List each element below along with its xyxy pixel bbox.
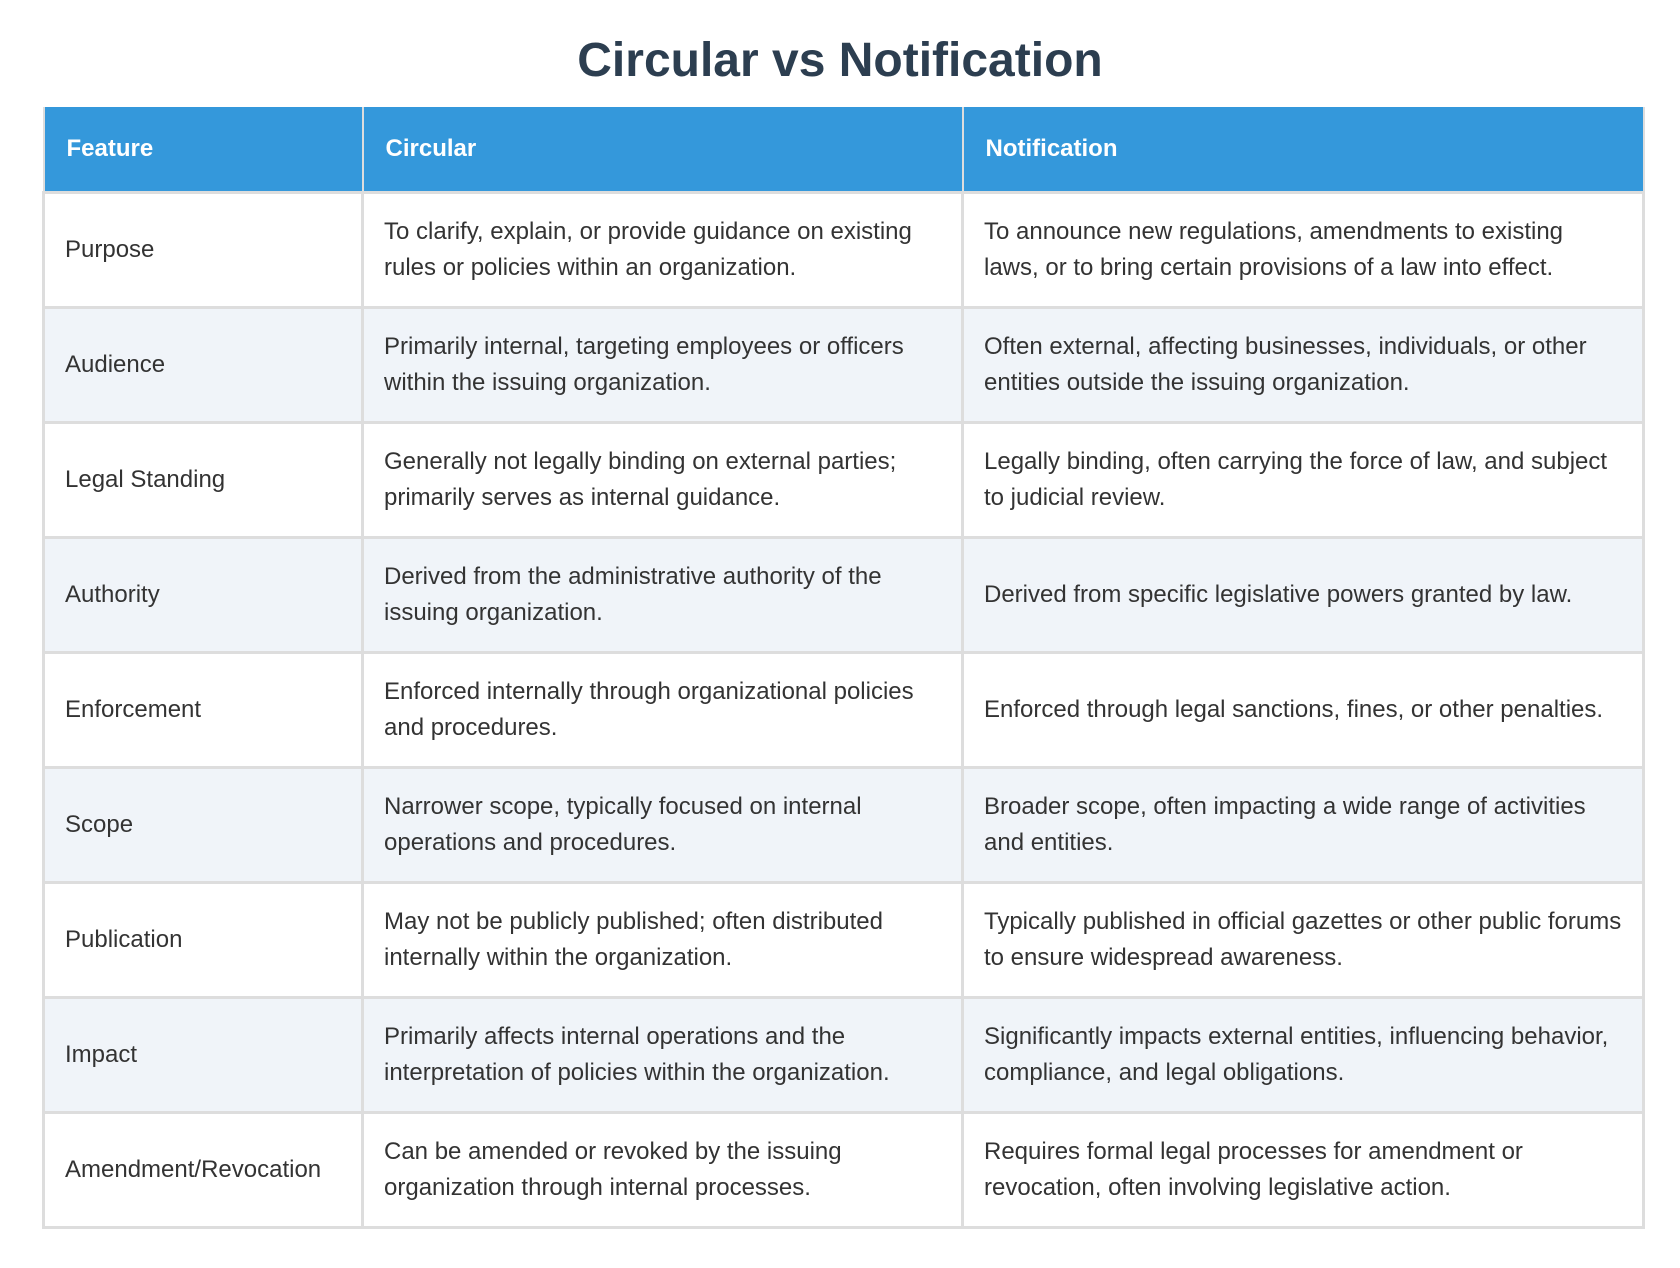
notification-cell: Significantly impacts external entities, influencing behavior, compliance, and legal obligations.	[963, 997, 1644, 1112]
notification-cell: Enforced through legal sanctions, fines, or other penalties.	[963, 652, 1644, 767]
feature-cell: Purpose	[44, 192, 363, 307]
feature-cell: Enforcement	[44, 652, 363, 767]
header-circular: Circular	[363, 107, 963, 192]
notification-cell: Legally binding, often carrying the force of law, and subject to judicial review.	[963, 422, 1644, 537]
table-row	[44, 767, 1644, 882]
circular-cell: Generally not legally binding on external parties; primarily serves as internal guidance.	[363, 422, 963, 537]
feature-cell: Publication	[44, 882, 363, 997]
table-row	[44, 307, 1644, 422]
header-row	[44, 107, 1644, 192]
circular-cell: Primarily internal, targeting employees or officers within the issuing organization.	[363, 307, 963, 422]
table-row	[44, 997, 1644, 1112]
feature-cell: Audience	[44, 307, 363, 422]
table-row	[44, 422, 1644, 537]
comparison-table	[42, 107, 1645, 1229]
notification-cell: Often external, affecting businesses, individuals, or other entities outside the issuing organization.	[963, 307, 1644, 422]
header-feature: Feature	[44, 107, 363, 192]
feature-cell: Amendment/Revocation	[44, 1112, 363, 1227]
table-body	[44, 192, 1644, 1227]
page-title: Circular vs Notification	[577, 34, 1103, 87]
notification-cell: Derived from specific legislative powers granted by law.	[963, 537, 1644, 652]
table-row	[44, 1112, 1644, 1227]
notification-cell: To announce new regulations, amendments to existing laws, or to bring certain provisions of a law into effect.	[963, 192, 1644, 307]
feature-cell: Authority	[44, 537, 363, 652]
feature-cell: Impact	[44, 997, 363, 1112]
header-notification: Notification	[963, 107, 1644, 192]
circular-cell: Narrower scope, typically focused on internal operations and procedures.	[363, 767, 963, 882]
notification-cell: Broader scope, often impacting a wide range of activities and entities.	[963, 767, 1644, 882]
circular-cell: May not be publicly published; often distributed internally within the organization.	[363, 882, 963, 997]
feature-cell: Scope	[44, 767, 363, 882]
feature-cell: Legal Standing	[44, 422, 363, 537]
circular-cell: To clarify, explain, or provide guidance on existing rules or policies within an organization.	[363, 192, 963, 307]
table-row	[44, 652, 1644, 767]
circular-cell: Can be amended or revoked by the issuing organization through internal processes.	[363, 1112, 963, 1227]
circular-cell: Primarily affects internal operations and the interpretation of policies within the organization.	[363, 997, 963, 1112]
table-row	[44, 192, 1644, 307]
circular-cell: Enforced internally through organizational policies and procedures.	[363, 652, 963, 767]
circular-cell: Derived from the administrative authority of the issuing organization.	[363, 537, 963, 652]
notification-cell: Requires formal legal processes for amendment or revocation, often involving legislative action.	[963, 1112, 1644, 1227]
table-header	[44, 107, 1644, 192]
notification-cell: Typically published in official gazettes or other public forums to ensure widespread awareness.	[963, 882, 1644, 997]
table-row	[44, 537, 1644, 652]
table-row	[44, 882, 1644, 997]
